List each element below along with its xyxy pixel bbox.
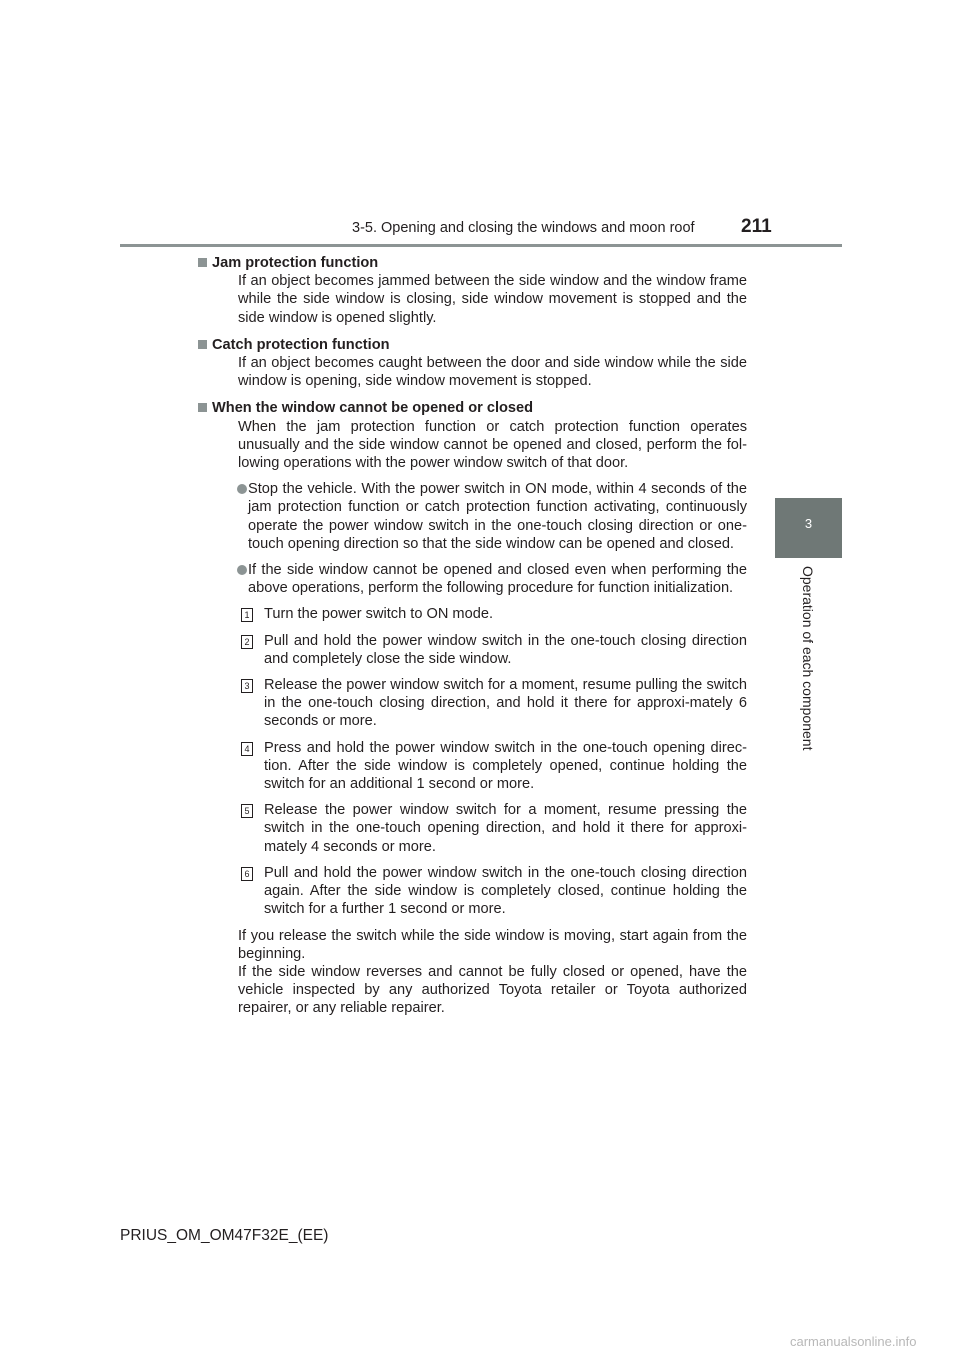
- section-text: When the jam protection function or catch protection function operates unusually and the side window cannot be opened and closed, perform the fol-lowing operations with the power window switch of that door.: [238, 418, 747, 472]
- section-catch-protection: [212, 336, 747, 391]
- chapter-number: 3: [804, 516, 813, 531]
- circle-bullet-icon: [237, 484, 247, 494]
- section-header: 3-5. Opening and closing the windows and moon roof: [352, 220, 695, 236]
- square-bullet-icon: [198, 258, 207, 267]
- square-bullet-icon: [198, 340, 207, 349]
- step-text: Release the power window switch for a moment, resume pressing the switch in the one-touch opening direction, and hold it there for approxi-mately 4 seconds or more.: [264, 802, 747, 855]
- bullet-item: [238, 561, 747, 597]
- step-text: Pull and hold the power window switch in the one-touch closing direction and completely close the side window.: [264, 632, 747, 667]
- section-text: If an object becomes caught between the door and side window while the side window is opening, side window movement is stopped.: [238, 355, 747, 390]
- bullet-text: If the side window cannot be opened and closed even when performing the above operations, perform the following procedure for function initialization.: [248, 562, 747, 597]
- section-title-text: Catch protection function: [212, 336, 390, 353]
- section-text: If an object becomes jammed between the side window and the window frame while the side window is closing, side window movement is stopped and the side window is opened slightly.: [238, 273, 747, 326]
- section-jam-protection: [212, 254, 747, 327]
- main-content: [212, 254, 747, 1027]
- section-title: [198, 254, 747, 272]
- page-number: 211: [741, 216, 772, 237]
- chapter-tab: [775, 498, 842, 558]
- document-footer: PRIUS_OM_OM47F32E_(EE): [120, 1227, 329, 1244]
- closing-text: If you release the switch while the side window is moving, start again from the beginning.: [238, 927, 747, 962]
- step-text: Press and hold the power window switch in the one-touch opening direc-tion. After the side window is completely opened, continue holding the switch for an additional 1 second or more.: [264, 739, 747, 793]
- step-item: [244, 605, 747, 623]
- section-title-text: Jam protection function: [212, 255, 379, 271]
- step-number-3: 3: [241, 679, 253, 693]
- bullet-text: Stop the vehicle. With the power switch in ON mode, within 4 seconds of the jam protection function or catch protection function activating, continuously operate the power window switch in the one-touch closing direction or one-touch opening direction so that the side window can be opened and closed.: [248, 481, 747, 552]
- step-number-4: 4: [241, 742, 253, 756]
- bullet-item: [238, 480, 747, 553]
- step-item: [244, 864, 747, 919]
- step-item: [244, 676, 747, 731]
- step-item: [244, 801, 747, 856]
- watermark: carmanualsonline.info: [790, 1334, 917, 1349]
- step-text: Turn the power switch to ON mode.: [264, 606, 493, 623]
- closing-note: [238, 927, 747, 1018]
- step-item: [244, 739, 747, 794]
- step-text: Pull and hold the power window switch in the one-touch closing direction again. After the side window is completely closed, continue holding the switch for a further 1 second or more.: [264, 864, 747, 918]
- section-cannot-open-close: [212, 399, 747, 1017]
- step-number-1: 1: [241, 608, 253, 622]
- header-divider: [120, 244, 842, 247]
- chapter-label: Operation of each component: [800, 566, 816, 751]
- section-title-text: When the window cannot be opened or closed: [212, 400, 534, 417]
- square-bullet-icon: [198, 403, 207, 412]
- section-title: [198, 399, 747, 417]
- step-text: Release the power window switch for a moment, resume pulling the switch in the one-touch closing direction, and hold it there for approxi-mately 6 seconds or more.: [264, 677, 747, 730]
- step-number-2: 2: [241, 635, 253, 649]
- closing-text: If the side window reverses and cannot be fully closed or opened, have the vehicle inspected by any authorized Toyota retailer or Toyota authorized repairer, or any reliable repairer.: [238, 963, 747, 1017]
- step-item: [244, 632, 747, 668]
- step-number-5: 5: [241, 804, 253, 818]
- step-number-6: 6: [241, 867, 253, 881]
- circle-bullet-icon: [237, 565, 247, 575]
- section-title: [198, 336, 747, 354]
